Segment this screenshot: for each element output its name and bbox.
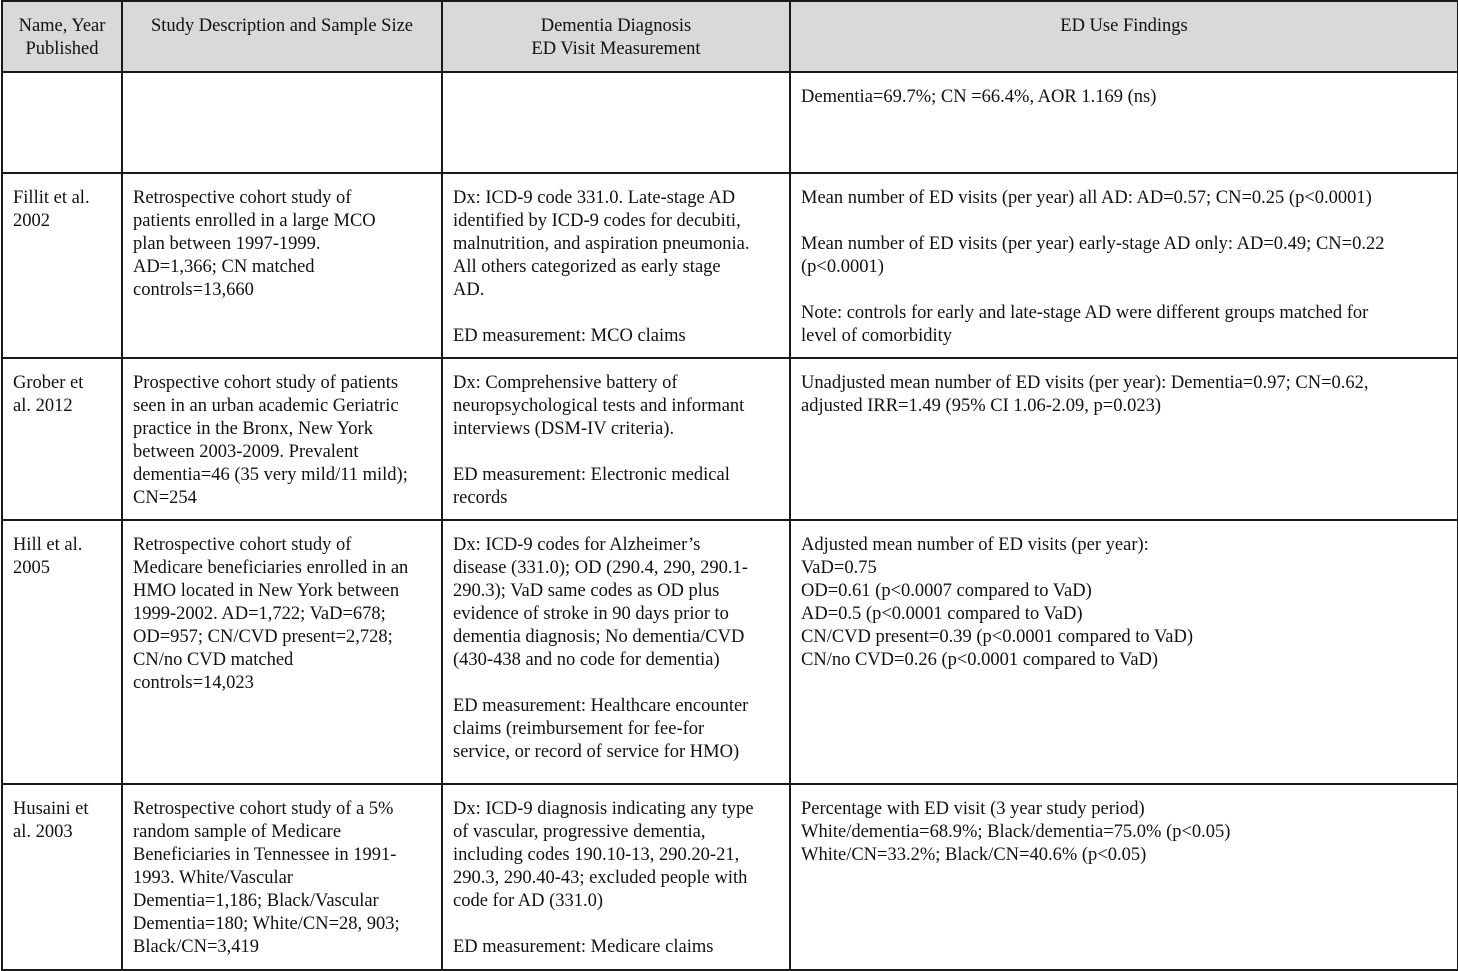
cell-dementia-diagnosis: Dx: ICD-9 code 331.0. Late-stage AD identified by ICD-9 codes for decubiti, malnutrition, and aspiration pneumonia. All others categorized as early stage AD. ED measurement: MCO claims (442, 173, 790, 358)
cell-study-description: Retrospective cohort study of a 5% random sample of Medicare Beneficiaries in Tennessee in 1991- 1993. White/Vascular Dementia=1,186; Black/Vascular Dementia=180; White/CN=28, 903; Black/CN=3,419 (122, 784, 442, 970)
cell-dementia-diagnosis (442, 72, 790, 173)
ed-use-studies-table (1, 0, 1458, 971)
header-dementia-diagnosis: Dementia Diagnosis ED Visit Measurement (442, 1, 790, 72)
table-row (2, 784, 1458, 970)
table-row (2, 72, 1458, 173)
cell-ed-use-findings: Percentage with ED visit (3 year study period) White/dementia=68.9%; Black/dementia=75.0% (p<0.05) White/CN=33.2%; Black/CN=40.6% (p<0.05) (790, 784, 1458, 970)
cell-dementia-diagnosis: Dx: ICD-9 diagnosis indicating any type of vascular, progressive dementia, including codes 190.10-13, 290.20-21, 290.3, 290.40-43; excluded people with code for AD (331.0) ED measurement: Medicare claims (442, 784, 790, 970)
cell-name-year: Hill et al. 2005 (2, 520, 122, 784)
cell-study-description: Prospective cohort study of patients seen in an urban academic Geriatric practice in the Bronx, New York between 2003-2009. Prevalent dementia=46 (35 very mild/11 mild); CN=254 (122, 358, 442, 520)
table-row (2, 520, 1458, 784)
cell-name-year: Grober et al. 2012 (2, 358, 122, 520)
cell-ed-use-findings: Mean number of ED visits (per year) all AD: AD=0.57; CN=0.25 (p<0.0001) Mean number of ED visits (per year) early-stage AD only: AD=0.49; CN=0.22 (p<0.0001) Note: controls for early and late-stage AD were different groups matched for level of comorbidity (790, 173, 1458, 358)
table-row (2, 173, 1458, 358)
header-name-year: Name, Year Published (2, 1, 122, 72)
cell-study-description: Retrospective cohort study of patients enrolled in a large MCO plan between 1997-1999. AD=1,366; CN matched controls=13,660 (122, 173, 442, 358)
cell-study-description: Retrospective cohort study of Medicare beneficiaries enrolled in an HMO located in New York between 1999-2002. AD=1,722; VaD=678; OD=957; CN/CVD present=2,728; CN/no CVD matched controls=14,023 (122, 520, 442, 784)
cell-ed-use-findings: Dementia=69.7%; CN =66.4%, AOR 1.169 (ns) (790, 72, 1458, 173)
table-row (2, 358, 1458, 520)
cell-name-year (2, 72, 122, 173)
table-header-row (2, 1, 1458, 72)
cell-study-description (122, 72, 442, 173)
cell-dementia-diagnosis: Dx: ICD-9 codes for Alzheimer’s disease (331.0); OD (290.4, 290, 290.1- 290.3); VaD same codes as OD plus evidence of stroke in 90 days prior to dementia diagnosis; No dementia/CVD (430-438 and no code for dementia) ED measurement: Healthcare encounter claims (reimbursement for fee-for service, or record of service for HMO) (442, 520, 790, 784)
cell-name-year: Husaini et al. 2003 (2, 784, 122, 970)
cell-name-year: Fillit et al. 2002 (2, 173, 122, 358)
header-ed-use-findings: ED Use Findings (790, 1, 1458, 72)
cell-dementia-diagnosis: Dx: Comprehensive battery of neuropsychological tests and informant interviews (DSM-IV criteria). ED measurement: Electronic medical records (442, 358, 790, 520)
cell-ed-use-findings: Unadjusted mean number of ED visits (per year): Dementia=0.97; CN=0.62, adjusted IRR=1.49 (95% CI 1.06-2.09, p=0.023) (790, 358, 1458, 520)
cell-ed-use-findings: Adjusted mean number of ED visits (per year): VaD=0.75 OD=0.61 (p<0.0007 compared to VaD) AD=0.5 (p<0.0001 compared to VaD) CN/CVD present=0.39 (p<0.0001 compared to VaD) CN/no CVD=0.26 (p<0.0001 compared to VaD) (790, 520, 1458, 784)
header-study-description: Study Description and Sample Size (122, 1, 442, 72)
